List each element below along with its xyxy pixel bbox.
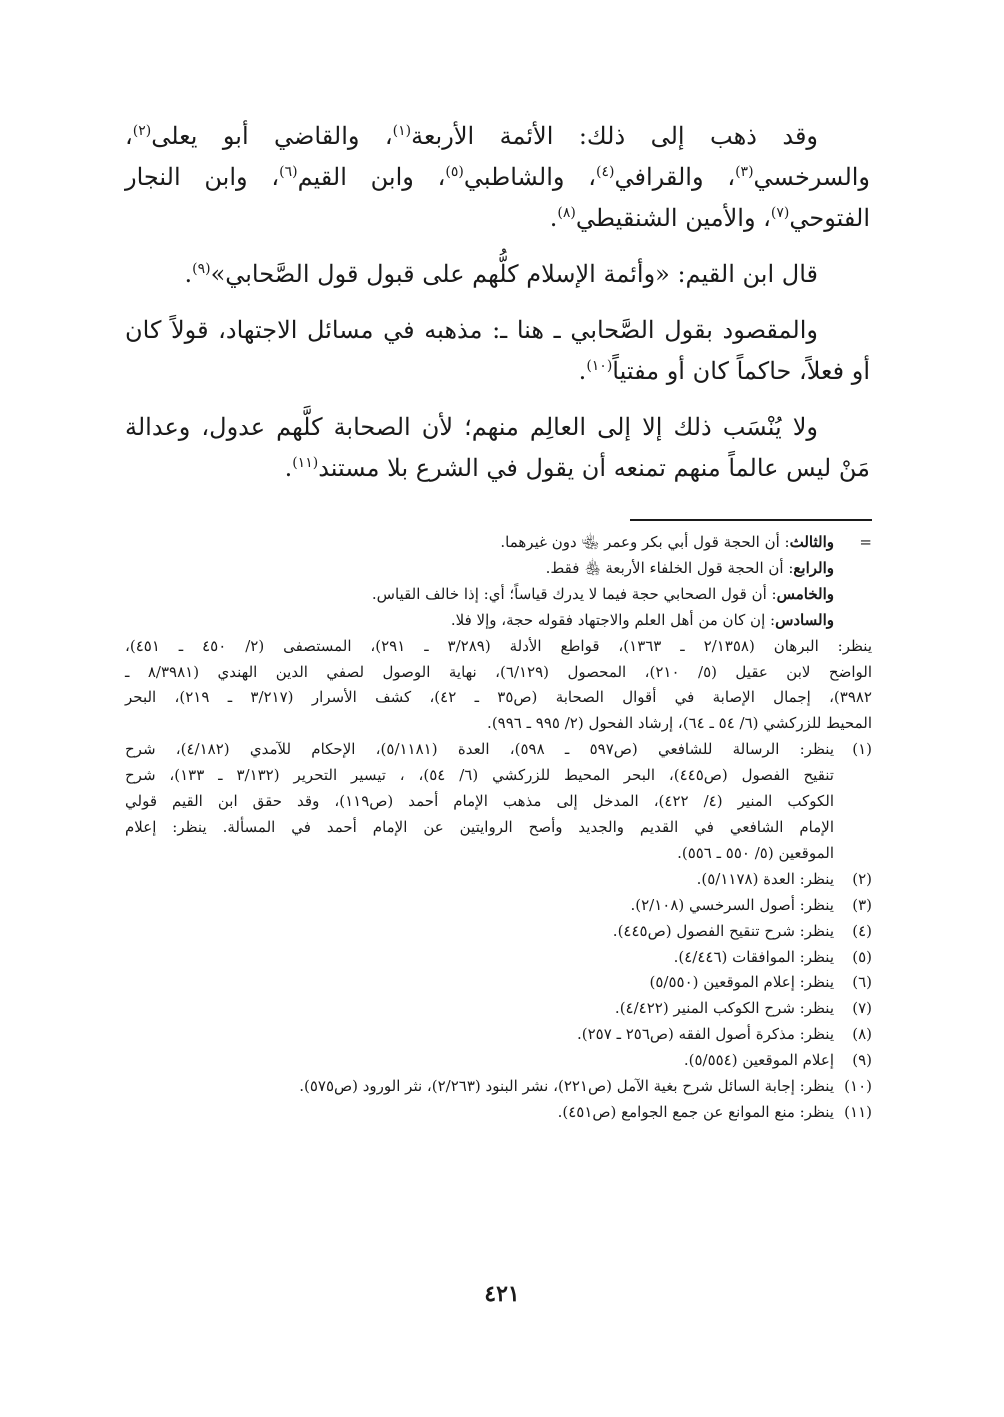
opinion-text: : إن كان من أهل العلم والاجتهاد فقوله حجة، وإلا فلا. [450, 610, 776, 629]
footnote-number: (٧) [852, 999, 872, 1018]
footnote-11 [125, 1100, 872, 1126]
footnote-line: ٣٩٨٢)، إجمال الإصابة في أقوال الصحابة (ص٣٥ ـ ٤٢)، كشف الأسرار (٣/٢١٧ ـ ٢١٩)، البحر [125, 688, 872, 707]
footnote-text: ينظر: منع الموانع عن جمع الجوامع (ص٤٥١). [557, 1102, 834, 1121]
footnote-line: ينظر: البرهان (٢/١٣٥٨ ـ ١٣٦٣)، قواطع الأدلة (٣/٢٨٩ ـ ٢٩١)، المستصفى (٢/ ٤٥٠ ـ ٤٥١)، [125, 636, 873, 655]
opinion-label: والسادس [775, 610, 834, 629]
continuation-mark: = [859, 533, 872, 551]
opinion-text: : أن قول الصحابي حجة فيما لا يدرك قياساً؛ أي: إذا خالف القياس. [371, 584, 777, 603]
footnote-text: ينظر: الموافقات (٤/٤٤٦). [673, 947, 834, 966]
paragraph-3 [125, 310, 870, 392]
paragraph-1-line: وقد ذهب إلى ذلك: الأئمة الأربعة$^{(١)}$، والقاضي أبو يعلى$^{(٢)}$، [125, 122, 819, 150]
footnote-line: الموقعين (٥/ ٥٥٠ ـ ٥٥٦). [677, 843, 834, 862]
paragraph-3-line: والمقصود بقول الصَّحابي ـ هنا ـ: مذهبه في مسائل الاجتهاد، قولاً كان [125, 316, 818, 344]
footnote-5 [125, 945, 872, 971]
footnote-10 [125, 1074, 872, 1100]
footnote-continuation [125, 530, 872, 634]
footnote-reference: (٢) [132, 123, 152, 139]
footnote-reference: (٣) [735, 164, 754, 180]
footnote-line [125, 530, 834, 556]
footnote-line: الإمام الشافعي في القديم والجديد وأصح الروايتين عن الإمام أحمد في المسألة. ينظر: إعلام [125, 817, 834, 836]
footnote-reference: (٧) [770, 205, 790, 221]
page-number: ٤٢١ [484, 1281, 520, 1307]
opinion-text: : أن الحجة قول الخلفاء الأربعة ﵃ فقط. [545, 558, 794, 577]
footnote-text: إعلام الموقعين (٥/٥٥٤). [683, 1051, 834, 1070]
footnote-text: ينظر: العدة (٥/١١٧٨). [696, 869, 834, 888]
footnote-1 [125, 737, 872, 867]
paragraph-1 [125, 116, 870, 239]
paragraph-4-line: مَنْ ليس عالماً منهم تمنعه أن يقول في الشرع بلا مستند$^{(١١)}$. [284, 454, 870, 482]
footnote-line [125, 608, 834, 634]
footnote-line: تنقيح الفصول (ص٤٤٥)، البحر المحيط للزركشي (٦/ ٥٤)، ، تيسير التحرير (٣/١٣٢ ـ ١٣٣)، شرح [125, 766, 834, 785]
footnotes [125, 530, 872, 1126]
footnote-number: (٥) [852, 947, 872, 966]
opinion-label: والثالث [789, 533, 834, 551]
footnote-reference: (١) [392, 123, 412, 139]
footnote-reference: (٩) [192, 261, 211, 277]
opinion-label: والخامس [776, 584, 834, 603]
footnote-line [125, 582, 834, 608]
footnote-text: ينظر: أصول السرخسي (٢/١٠٨). [630, 895, 834, 914]
footnote-text: ينظر: شرح الكوكب المنير (٤/٤٢٢). [614, 999, 834, 1018]
footnote-line: ينظر: الرسالة للشافعي (ص٥٩٧ ـ ٥٩٨)، العدة (٥/١١٨١)، الإحكام للآمدي (٤/١٨٢)، شرح [125, 740, 834, 759]
footnote-reference: (٤) [596, 164, 615, 180]
continuation-references [125, 634, 872, 738]
footnote-text: ينظر: مذكرة أصول الفقه (ص٢٥٦ ـ ٢٥٧). [577, 1025, 834, 1044]
footnote-9 [125, 1048, 872, 1074]
footnote-reference: (٨) [557, 205, 576, 221]
footnote-separator [630, 519, 872, 521]
footnote-text: ينظر: إعلام الموقعين (٥/٥٥٠) [649, 973, 834, 992]
footnote-number: (٣) [852, 895, 872, 914]
paragraph-1-line: والسرخسي$^{(٣)}$، والقرافي$^{(٤)}$، والشاطبي$^{(٥)}$، وابن القيم$^{(٦)}$، وابن النجار [125, 163, 871, 191]
footnote-number: (٦) [852, 973, 872, 992]
footnote-reference: (٦) [279, 164, 298, 180]
footnote-6 [125, 970, 872, 996]
footnote-3 [125, 893, 872, 919]
footnote-line [125, 556, 834, 582]
footnote-number: (٢) [852, 869, 872, 888]
paragraph-2: قال ابن القيم: «وأئمة الإسلام كلُّهم على قبول قول الصَّحابي»$^{(٩)}$. [184, 260, 818, 288]
footnote-7 [125, 996, 872, 1022]
footnote-reference: (١١) [292, 455, 319, 471]
footnote-number: (٨) [852, 1025, 872, 1044]
main-text [125, 116, 870, 504]
footnote-text: ينظر: إجابة السائل شرح بغية الآمل (ص٢٢١)، نشر البنود (٢/٢٦٣)، نثر الورود (ص٥٧٥). [299, 1077, 834, 1096]
footnote-4 [125, 919, 872, 945]
footnote-text: ينظر: شرح تنقيح الفصول (ص٤٤٥). [612, 921, 834, 940]
paragraph-1-line: الفتوحي$^{(٧)}$، والأمين الشنقيطي$^{(٨)}$. [549, 204, 870, 232]
paragraph-4 [125, 407, 870, 489]
footnote-number: (١١) [844, 1102, 872, 1121]
footnote-reference: (١٠) [586, 358, 613, 374]
footnote-number: (٤) [852, 921, 872, 940]
footnote-number: (١) [852, 740, 872, 759]
footnote-8 [125, 1022, 872, 1048]
footnote-number: (٩) [852, 1051, 872, 1070]
footnote-number: (١٠) [844, 1077, 872, 1096]
footnote-line: الكوكب المنير (٤/ ٤٢٢)، المدخل إلى مذهب الإمام أحمد (ص١١٩)، وقد حقق ابن القيم قولي [125, 792, 835, 811]
opinion-text: : أن الحجة قول أبي بكر وعمر ﵄ دون غيرهما. [500, 533, 790, 551]
footnote-2 [125, 867, 872, 893]
footnote-line: الواضح لابن عقيل (٥/ ٢١٠)، المحصول (٦/١٢٩)، نهاية الوصول لصفي الدين الهندي (٨/٣٩٨١ ـ [125, 662, 872, 681]
opinion-label: والرابع [793, 558, 834, 577]
paragraph-4-line: ولا يُنْسَب ذلك إلا إلى العالِم منهم؛ لأن الصحابة كلَّهم عدول، وعدالة [125, 413, 818, 441]
paragraph-3-line: أو فعلاً، حاكماً كان أو مفتياً$^{(١٠)}$. [578, 357, 870, 385]
footnote-reference: (٥) [445, 164, 464, 180]
footnote-line: المحيط للزركشي (٦/ ٥٤ ـ ٦٤)، إرشاد الفحول (٢/ ٩٩٥ ـ ٩٩٦). [487, 714, 872, 733]
